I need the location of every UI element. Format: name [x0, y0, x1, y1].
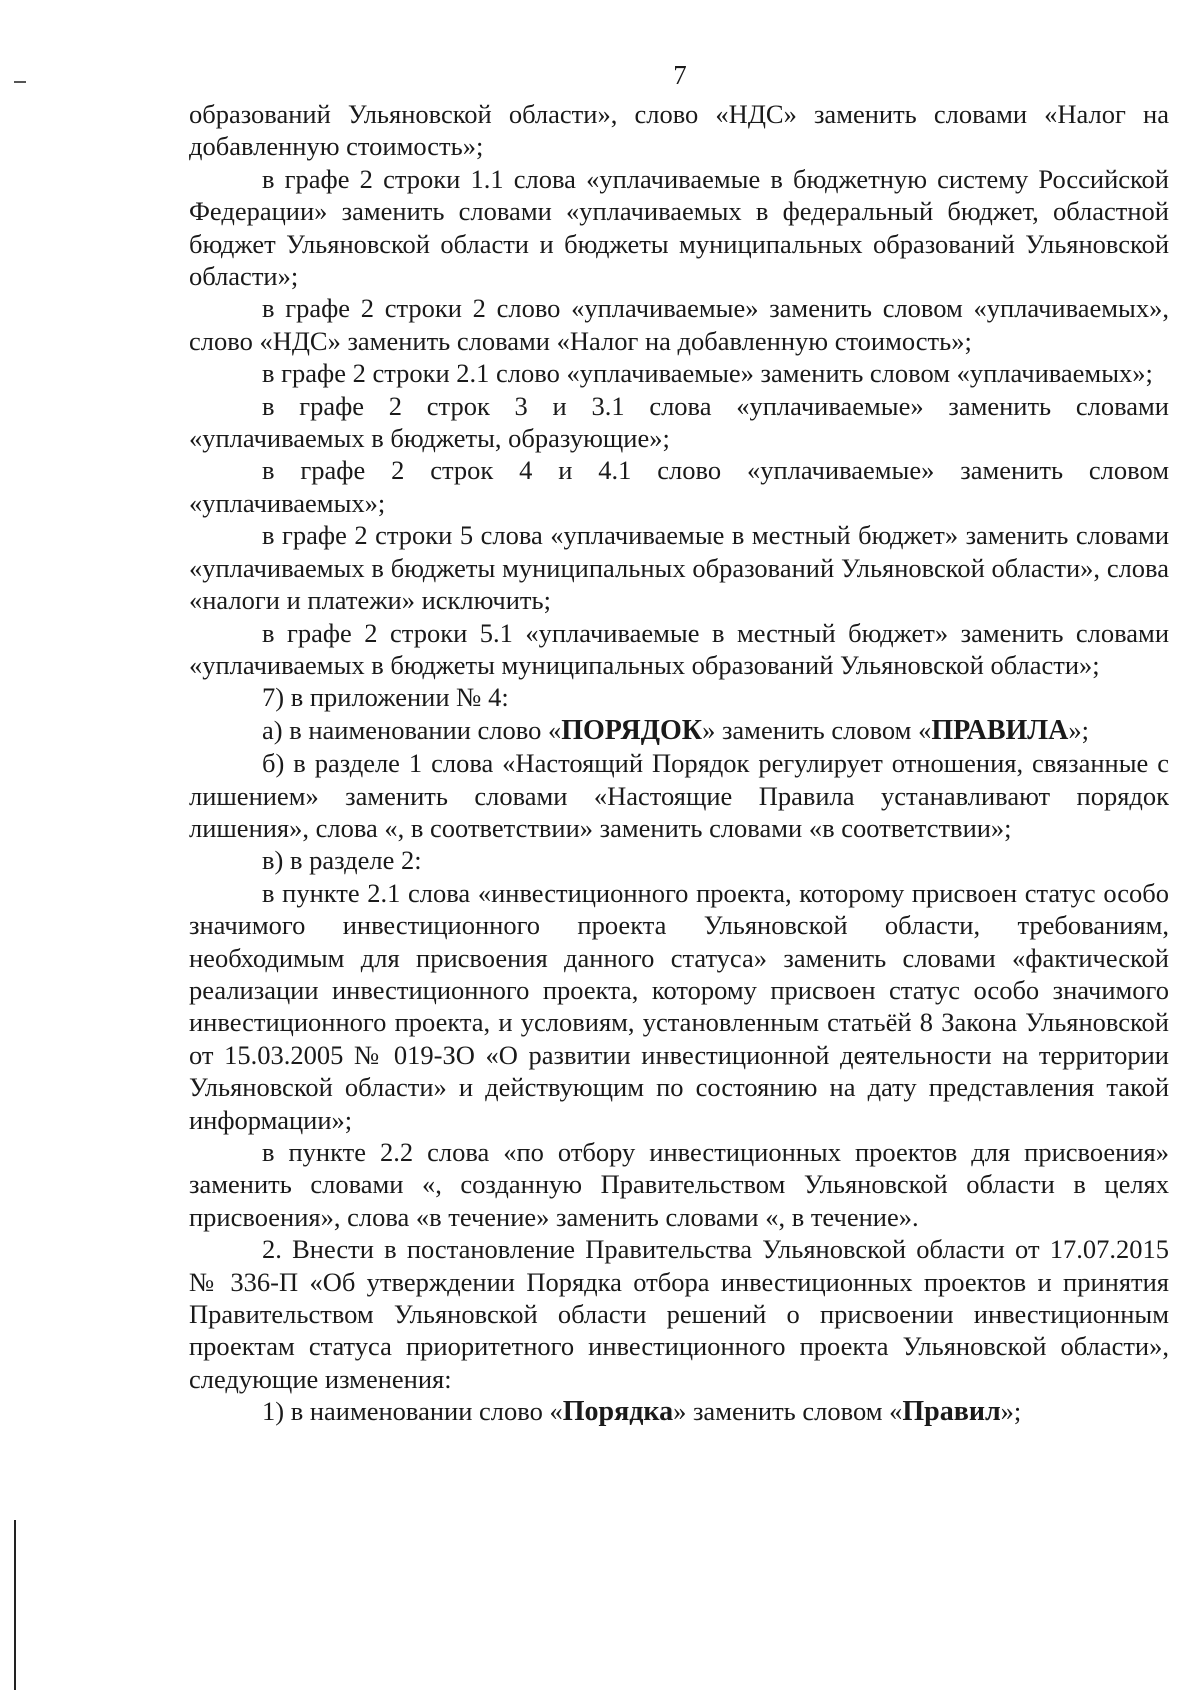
- item-7a-bold-2: ПРАВИЛА: [931, 714, 1069, 746]
- paragraph-row-2-1: в графе 2 строки 2.1 слово «уплачиваемые» заменить словом «уплачиваемых»;: [262, 358, 1153, 389]
- paragraph-row-1-1: в графе 2 строки 1.1 слова «уплачиваемые в бюджетную систему Российской Федерации» заменить словами «уплачиваемых в федеральный бюджет, областной бюджет Ульяновской области и бюджеты муниципальных образований Ульяновской области»;: [189, 163, 1169, 292]
- paragraph-continuation: образований Ульяновской области», слово «НДС» заменить словами «Налог на добавленную стоимость»;: [189, 99, 1169, 162]
- item-2-1-text-3: »;: [1000, 1396, 1022, 1427]
- paragraph-section-2: 2. Внести в постановление Правительства Ульяновской области от 17.07.2015 № 336-П «Об утверждении Порядка отбора инвестиционных проектов и принятия Правительством Ульяновской области решений о присвоении инвестиционным проектам статуса приоритетного инвестиционного проекта Ульяновской области», следующие изменения:: [189, 1234, 1169, 1394]
- item-7a-text-1: а) в наименовании слово «: [262, 714, 562, 745]
- paragraph-row-5: в графе 2 строки 5 слова «уплачиваемые в местный бюджет» заменить словами «уплачиваемых в бюджеты муниципальных образований Ульяновской области», слова «налоги и платежи» исключить;: [189, 520, 1169, 616]
- item-7a-text-3: »;: [1068, 714, 1090, 745]
- paragraph-row-5-1: в графе 2 строки 5.1 «уплачиваемые в местный бюджет» заменить словами «уплачиваемых в бюджеты муниципальных образований Ульяновской области»;: [189, 617, 1169, 680]
- paragraph-point-2-2: в пункте 2.2 слова «по отбору инвестиционных проектов для присвоения» заменить словами «, созданную Правительством Ульяновской области в целях присвоения», слова «в течение» заменить словами «, в течение».: [189, 1137, 1169, 1232]
- item-7a-bold-1: ПОРЯДОК: [561, 714, 703, 746]
- paragraph-rows-3: в графе 2 строк 3 и 3.1 слова «уплачиваемые» заменить словами «уплачиваемых в бюджеты, образующие»;: [189, 390, 1169, 454]
- document-body: [189, 98, 1169, 1429]
- item-7a-text-2: » заменить словом «: [702, 714, 932, 745]
- scan-margin-line: [14, 1520, 16, 1690]
- paragraph-item-7c: в) в разделе 2:: [262, 845, 422, 876]
- item-2-1-text-2: » заменить словом «: [673, 1396, 903, 1427]
- item-2-1-bold-2: Правил: [902, 1396, 1001, 1428]
- paragraph-item-7: 7) в приложении № 4:: [262, 682, 509, 713]
- page-number: 7: [673, 60, 687, 90]
- item-2-1-text-1: 1) в наименовании слово «: [262, 1396, 563, 1427]
- paragraph-section-2-item-1: [189, 1395, 1169, 1428]
- paragraph-row-2: в графе 2 строки 2 слово «уплачиваемые» заменить словом «уплачиваемых», слово «НДС» заменить словами «Налог на добавленную стоимость»;: [189, 293, 1169, 356]
- paragraph-item-7a: [189, 714, 1169, 747]
- item-2-1-bold-1: Порядка: [562, 1396, 674, 1428]
- paragraph-point-2-1: в пункте 2.1 слова «инвестиционного проекта, которому присвоен статус особо значимого инвестиционного проекта Ульяновской области, требованиям, необходимым для присвоения данного статуса» заменить словами «фактической реализации инвестиционного проекта, которому присвоен статус особо значимого инвестиционного проекта, и условиям, установленным статьёй 8 Закона Ульяновской от 15.03.2005 № 019-ЗО «О развитии инвестиционной деятельности на территории Ульяновской области» и действующим по состоянию на дату представления такой информации»;: [189, 877, 1169, 1135]
- paragraph-item-7b: б) в разделе 1 слова «Настоящий Порядок регулирует отношения, связанные с лишением» заменить словами «Настоящие Правила устанавливают порядок лишения», слова «, в соответствии» заменить словами «в соответствии»;: [189, 748, 1169, 843]
- paragraph-rows-4: в графе 2 строк 4 и 4.1 слово «уплачиваемые» заменить словом «уплачиваемых»;: [189, 455, 1169, 518]
